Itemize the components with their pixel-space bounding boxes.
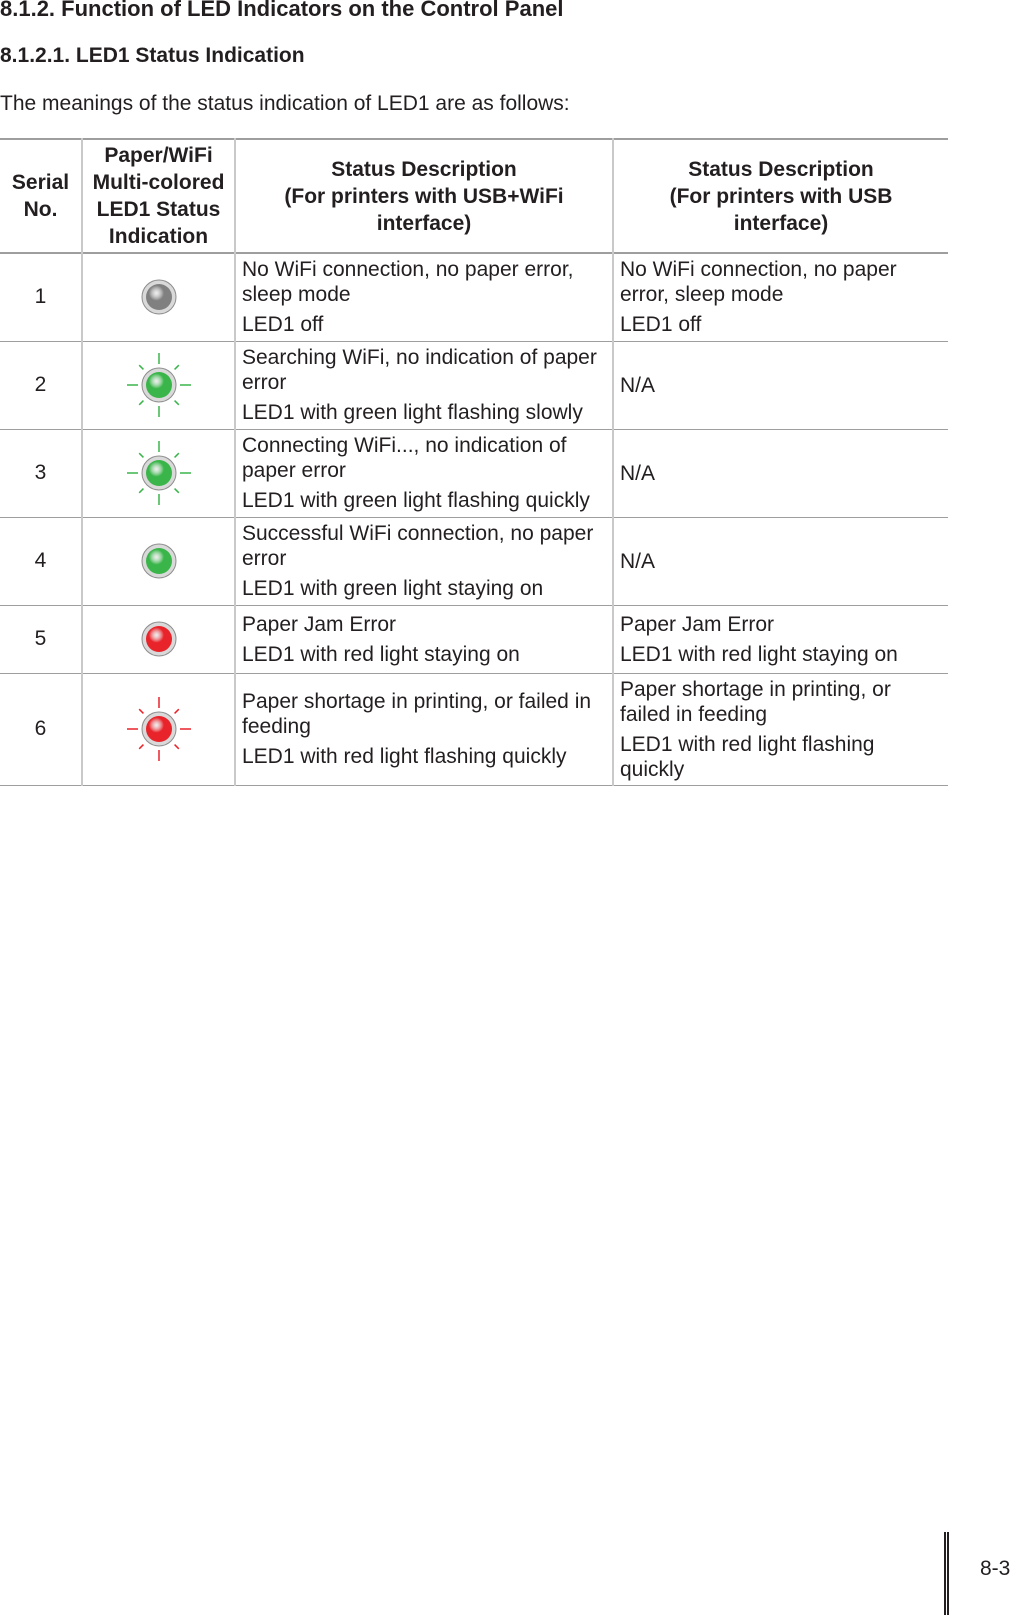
- usb-wifi-cell: [235, 673, 613, 785]
- serial-number: 2: [34, 373, 47, 396]
- led-ray: [174, 401, 178, 405]
- header-serial-label: Serial No.: [11, 171, 70, 221]
- usb-description: N/A: [620, 461, 656, 485]
- usb-description: N/A: [620, 373, 656, 397]
- serial-number: 3: [34, 461, 47, 484]
- led-lamp: [146, 548, 172, 574]
- usb-wifi-cell: [235, 517, 613, 605]
- usb-wifi-cell: [235, 253, 613, 341]
- led-green-on-icon: [126, 528, 192, 594]
- usb-cell: [613, 605, 948, 673]
- table-row: [0, 517, 948, 605]
- usb-description: N/A: [620, 549, 656, 573]
- led-ray: [139, 745, 143, 749]
- serial-number: 4: [34, 549, 47, 572]
- led-ray: [139, 365, 143, 369]
- led-ray: [139, 709, 143, 713]
- usb-cell: [613, 429, 948, 517]
- led-ray: [139, 489, 143, 493]
- led-ray: [174, 365, 178, 369]
- usb-wifi-led-status: LED1 with red light staying on: [242, 642, 520, 666]
- usb-wifi-description: Connecting WiFi..., no indication of paper error: [242, 434, 567, 482]
- led-indicator-cell: [82, 517, 235, 605]
- led-indicator-cell: [82, 253, 235, 341]
- usb-led-status: LED1 off: [620, 313, 702, 337]
- table-row: [0, 673, 948, 785]
- led-indicator-cell: [82, 429, 235, 517]
- usb-wifi-description: Searching WiFi, no indication of paper error: [242, 346, 597, 394]
- header-led: [82, 139, 235, 253]
- led-green-flashing-icon: [126, 352, 192, 418]
- led-ray: [174, 453, 178, 457]
- page-number: 8-3: [980, 1557, 1011, 1580]
- footer-rule: [944, 1532, 949, 1615]
- led-lamp: [146, 284, 172, 310]
- usb-wifi-led-status: LED1 off: [242, 313, 324, 337]
- section-heading: 8.1.2. Function of LED Indicators on the Control Panel: [0, 0, 564, 21]
- serial-number: 5: [34, 627, 47, 650]
- led-indicator-cell: [82, 341, 235, 429]
- usb-wifi-led-status: LED1 with green light flashing slowly: [242, 401, 583, 424]
- led-lamp: [146, 626, 172, 652]
- usb-wifi-cell: [235, 605, 613, 673]
- serial-number: 6: [34, 717, 47, 740]
- usb-led-status: LED1 with red light staying on: [620, 642, 898, 666]
- led-red-on-icon: [126, 606, 192, 672]
- usb-wifi-cell: [235, 341, 613, 429]
- table-header-row: [0, 139, 948, 253]
- header-usb-wifi: [235, 139, 613, 253]
- usb-cell: [613, 253, 948, 341]
- header-led-label: Paper/WiFi Multi-colored LED1 Status Indication: [92, 144, 225, 248]
- usb-wifi-led-status: LED1 with red light flashing quickly: [242, 745, 567, 768]
- led-ray: [174, 709, 178, 713]
- led-status-table: [0, 138, 948, 786]
- led-ray: [174, 489, 178, 493]
- usb-cell: [613, 341, 948, 429]
- table-row: [0, 429, 948, 517]
- table-row: [0, 605, 948, 673]
- header-usb-title: Status Description: [688, 157, 874, 181]
- usb-cell: [613, 673, 948, 785]
- usb-cell: [613, 517, 948, 605]
- usb-description: Paper Jam Error: [620, 612, 775, 636]
- usb-description: Paper shortage in printing, or failed in feeding: [620, 677, 891, 726]
- usb-wifi-description: Paper Jam Error: [242, 612, 397, 636]
- led-lamp: [146, 716, 172, 742]
- header-usb-subtitle: (For printers with USB interface): [669, 184, 893, 235]
- led-ray: [174, 745, 178, 749]
- usb-wifi-description: Successful WiFi connection, no paper error: [242, 522, 594, 570]
- header-usb-wifi-title: Status Description: [331, 157, 517, 181]
- usb-wifi-description: No WiFi connection, no paper error, sleep mode: [242, 258, 574, 307]
- led-ray: [139, 401, 143, 405]
- usb-wifi-led-status: LED1 with green light flashing quickly: [242, 489, 590, 512]
- led-indicator-cell: [82, 673, 235, 785]
- header-usb-wifi-subtitle: (For printers with USB+WiFi interface): [284, 184, 564, 235]
- intro-paragraph: The meanings of the status indication of LED1 are as follows:: [0, 92, 570, 115]
- led-indicator-cell: [82, 605, 235, 673]
- usb-wifi-description: Paper shortage in printing, or failed in feeding: [242, 690, 592, 738]
- usb-description: No WiFi connection, no paper error, sleep mode: [620, 258, 897, 307]
- header-serial: [0, 139, 82, 253]
- header-usb: [613, 139, 948, 253]
- subsection-heading: 8.1.2.1. LED1 Status Indication: [0, 44, 305, 67]
- usb-led-status: LED1 with red light flashing quickly: [620, 732, 875, 781]
- usb-wifi-cell: [235, 429, 613, 517]
- led-ray: [139, 453, 143, 457]
- led-lamp: [146, 372, 172, 398]
- table-row: [0, 341, 948, 429]
- serial-number: 1: [34, 285, 47, 309]
- usb-wifi-led-status: LED1 with green light staying on: [242, 577, 544, 600]
- led-lamp: [146, 460, 172, 486]
- table-row: [0, 253, 948, 341]
- led-green-flashing-icon: [126, 440, 192, 506]
- led-red-flashing-icon: [126, 696, 192, 762]
- led-off-icon: [126, 264, 192, 330]
